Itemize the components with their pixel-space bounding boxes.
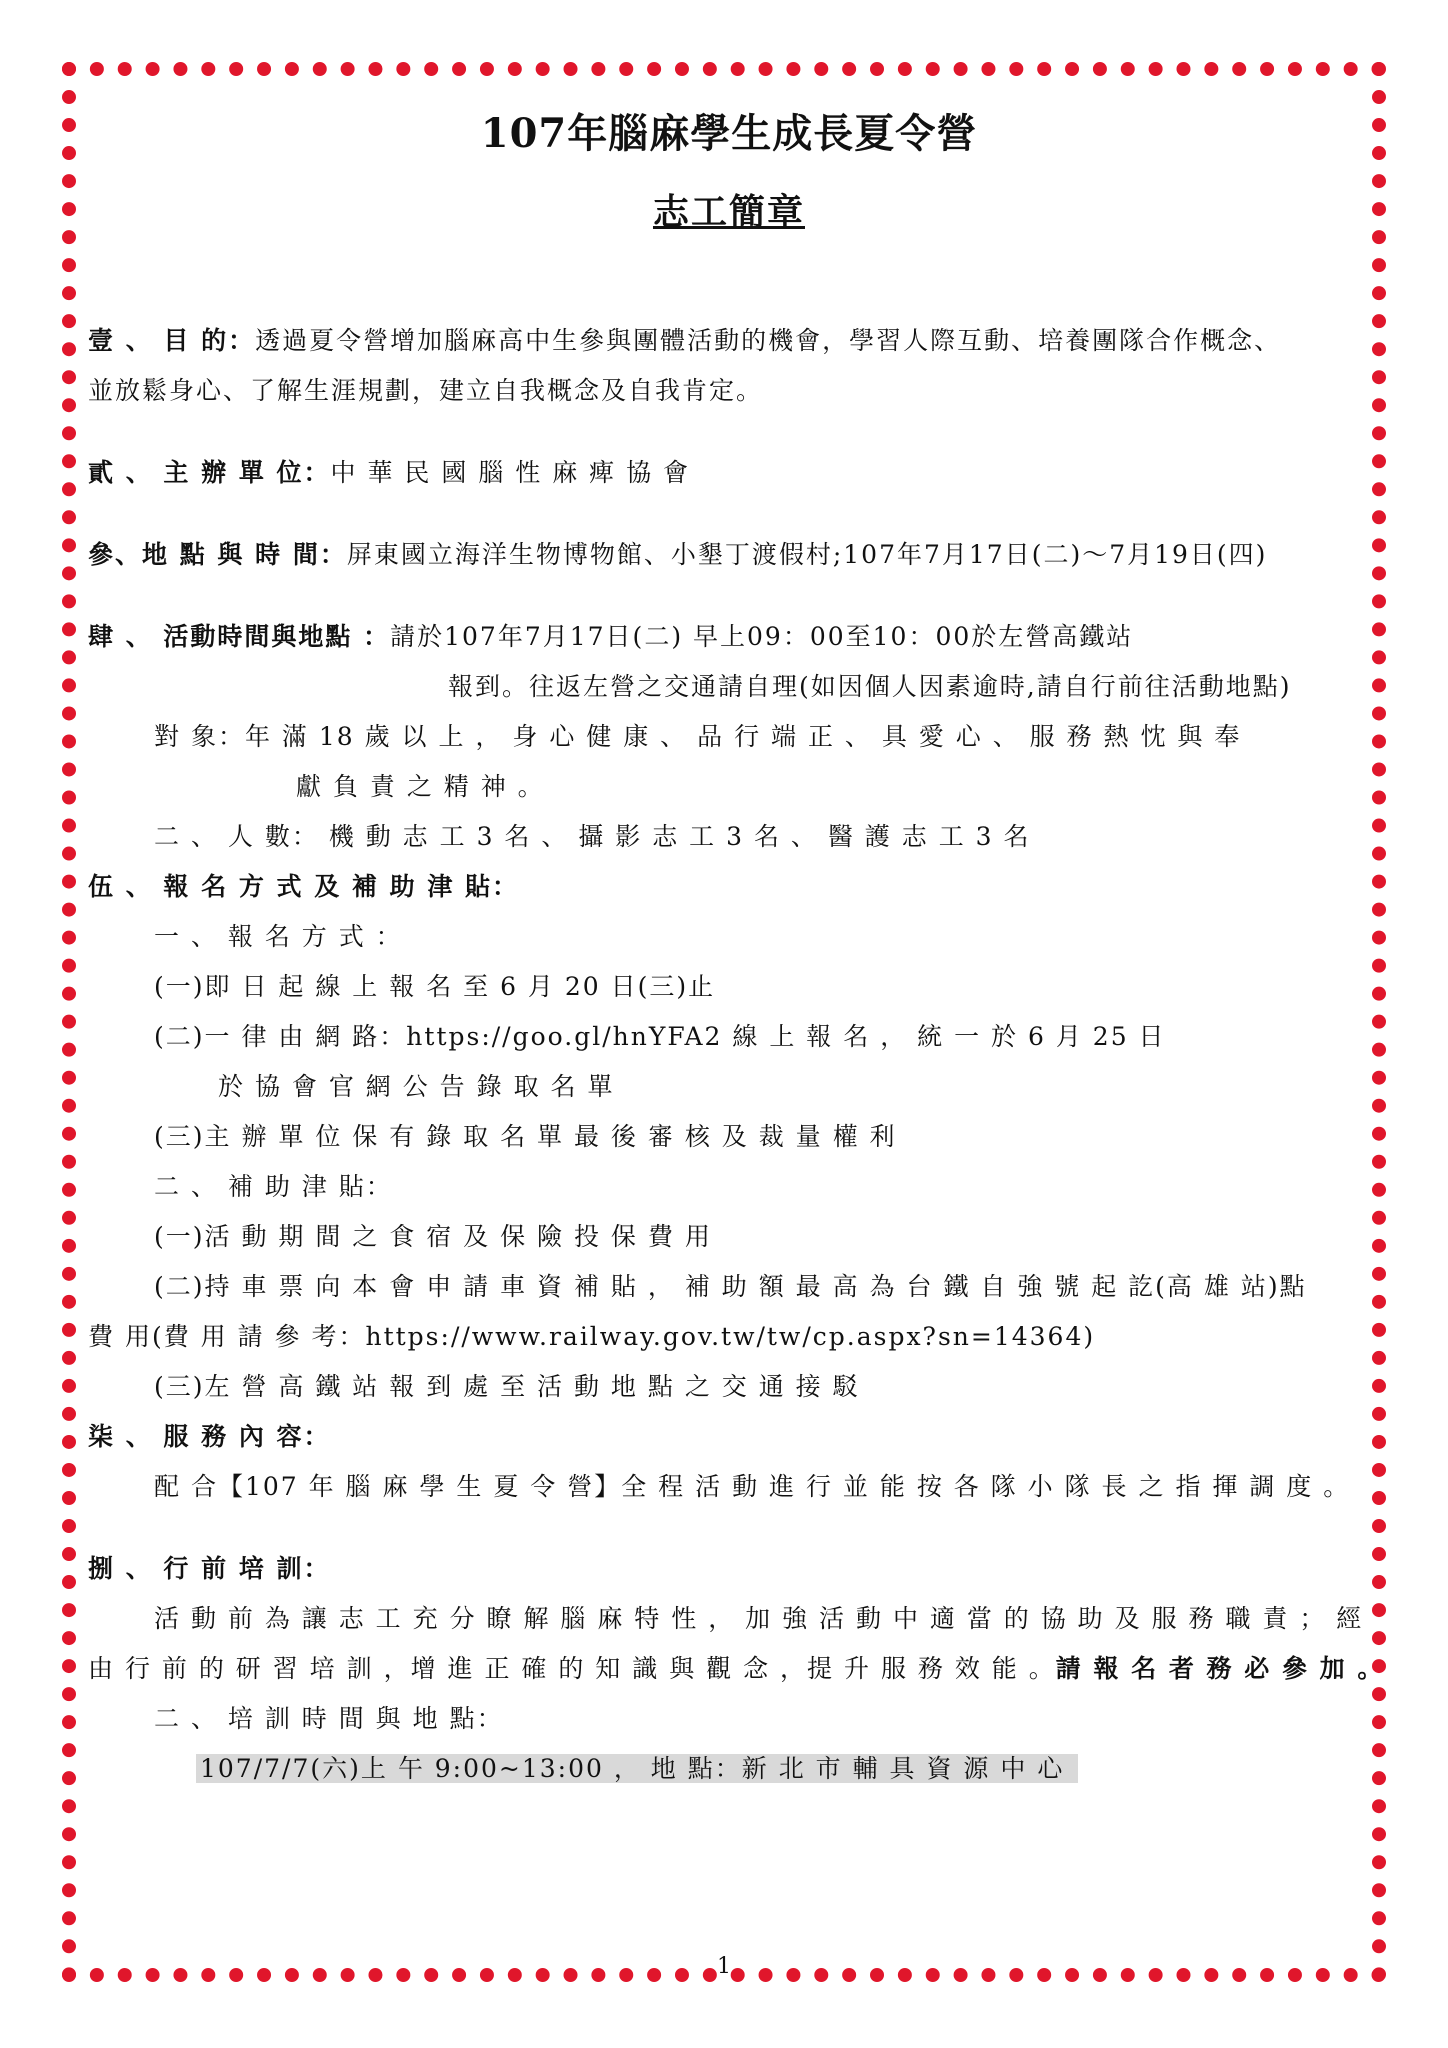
- section-location-text: 屏東國立海洋生物博物館、小墾丁渡假村;107年7月17日(二)～7月19日(四): [346, 540, 1268, 569]
- section-training-text1: 活 動 前 為 讓 志 工 充 分 瞭 解 腦 麻 特 性 ， 加 強 活 動 中 適 當 的 協 助 及 服 務 職 責 ； 經: [154, 1604, 1364, 1633]
- section-training-label: 捌 、 行 前 培 訓：: [88, 1554, 331, 1583]
- document-body: [88, 100, 1385, 1794]
- section-activity-label: 肆 、 活動時間與地點 ：: [88, 622, 391, 651]
- section-organizer-text: 中 華 民 國 腦 性 麻 痺 協 會: [330, 458, 691, 487]
- subsidy-heading: 二 、 補 助 津 貼：: [154, 1172, 393, 1201]
- section-location-label: 參、地 點 與 時 間：: [88, 540, 347, 569]
- section-training: [88, 1544, 1385, 1794]
- registration-item-2-line2: 於 協 會 官 網 公 告 錄 取 名 單: [218, 1072, 615, 1101]
- subsidy-item-2-line2: 費 用(費 用 請 參 考：https://www.railway.gov.tw/tw/cp.aspx?sn=14364): [88, 1322, 1096, 1351]
- document-title: 107年腦麻學生成長夏令營: [480, 110, 978, 157]
- section-service: [88, 1412, 1370, 1512]
- target-line2: 獻 負 責 之 精 神 。: [296, 772, 545, 801]
- target-line1: 對 象：年 滿 18 歲 以 上 ， 身 心 健 康 、 品 行 端 正 、 具 愛 心 、 服 務 熱 忱 與 奉: [154, 722, 1242, 751]
- registration-item-3: (三)主 辦 單 位 保 有 錄 取 名 單 最 後 審 核 及 裁 量 權 利: [154, 1122, 897, 1151]
- section-activity-text2: 報到。往返左營之交通請自理(如因個人因素逾時,請自行前往活動地點): [448, 672, 1292, 701]
- volunteer-count: 二 、 人 數： 機 動 志 工 3 名 、 攝 影 志 工 3 名 、 醫 護 志 工 3 名: [154, 822, 1031, 851]
- training-schedule-heading: 二 、 培 訓 時 間 與 地 點：: [154, 1704, 504, 1733]
- registration-method-heading: 一 、 報 名 方 式 ：: [154, 922, 403, 951]
- section-activity-text1: 請於107年7月17日(二) 早上09：00至10：00於左營高鐵站: [390, 622, 1134, 651]
- section-organizer: [88, 448, 1370, 498]
- section-activity: [88, 612, 1370, 862]
- section-service-text: 配 合【107 年 腦 麻 學 生 夏 令 營】全 程 活 動 進 行 並 能 按 各 隊 小 隊 長 之 指 揮 調 度 。: [154, 1472, 1351, 1501]
- document-subtitle: 志工簡章: [652, 191, 805, 233]
- section-purpose: [88, 316, 1370, 416]
- section-purpose-text2: 並放鬆身心、了解生涯規劃，建立自我概念及自我肯定。: [88, 376, 764, 405]
- section-service-label: 柒 、 服 務 內 容：: [88, 1422, 331, 1451]
- section-purpose-label: 壹 、 目 的：: [88, 326, 256, 355]
- section-registration: [88, 862, 1370, 1412]
- section-training-text2: 由 行 前 的 研 習 培 訓 ，增 進 正 確 的 知 識 與 觀 念 ，提 升 服 務 效 能 。: [88, 1654, 1056, 1683]
- section-purpose-text1: 透過夏令營增加腦麻高中生參與團體活動的機會，學習人際互動、培養團隊合作概念、: [255, 326, 1282, 355]
- section-location-time: [88, 530, 1370, 580]
- subsidy-item-2-line1: (二)持 車 票 向 本 會 申 請 車 資 補 貼 ， 補 助 額 最 高 為 台 鐵 自 強 號 起 訖(高 雄 站)點: [154, 1272, 1307, 1301]
- training-emphasis: 請 報 名 者 務 必 參 加 。: [1055, 1654, 1385, 1683]
- training-schedule-highlight: 107/7/7(六)上 午 9:00~13:00 ， 地 點：新 北 市 輔 具 資 源 中 心: [196, 1754, 1078, 1783]
- registration-item-2-line1: (二)一 律 由 網 路：https://goo.gl/hnYFA2 線 上 報 名 ， 統 一 於 6 月 25 日: [154, 1022, 1166, 1051]
- subsidy-item-1: (一)活 動 期 間 之 食 宿 及 保 險 投 保 費 用: [154, 1222, 712, 1251]
- section-registration-label: 伍 、 報 名 方 式 及 補 助 津 貼：: [88, 872, 520, 901]
- page-number: 1: [717, 1954, 731, 1979]
- registration-item-1: (一)即 日 起 線 上 報 名 至 6 月 20 日(三)止: [154, 972, 716, 1001]
- subsidy-item-3: (三)左 營 高 鐵 站 報 到 處 至 活 動 地 點 之 交 通 接 駁: [154, 1372, 860, 1401]
- section-organizer-label: 貳 、 主 辦 單 位：: [88, 458, 331, 487]
